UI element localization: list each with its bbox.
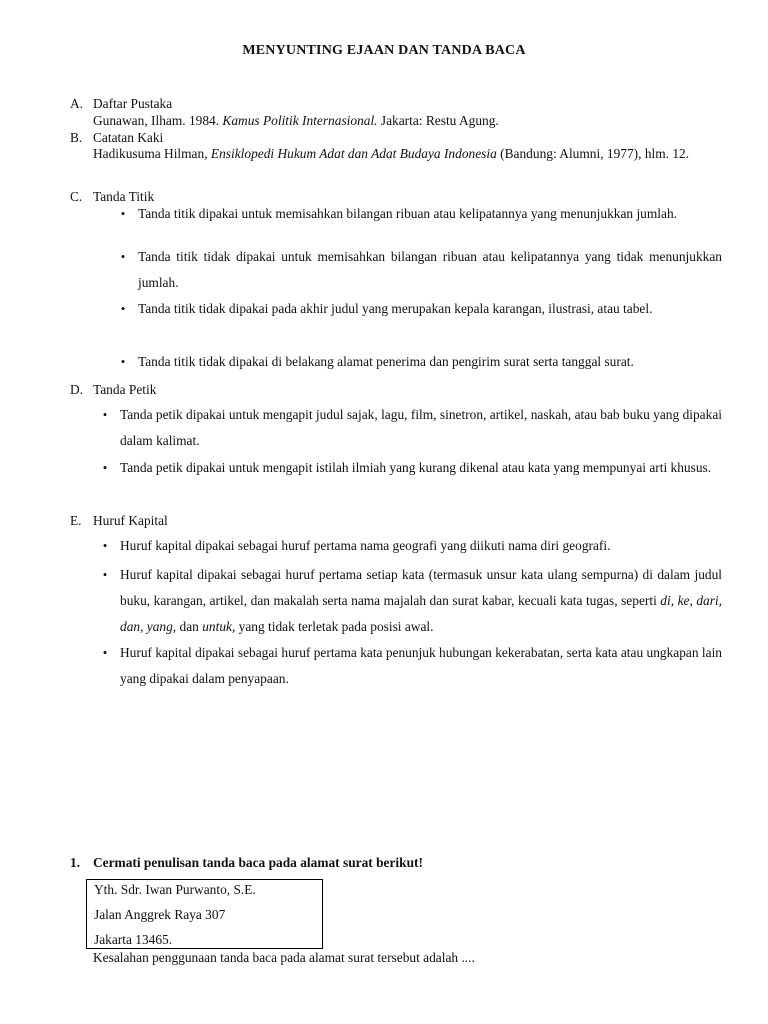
section-a-reference [93,112,722,129]
address-line: Yth. Sdr. Iwan Purwanto, S.E. [94,882,256,897]
list-item-text: Tanda petik dipakai untuk mengapit judul sajak, lagu, film, sinetron, artikel, naskah, atau bab buku yang dipakai dalam kalimat. [120,407,722,448]
section-c-letter: C. [70,189,83,204]
section-e-heading: Huruf Kapital [93,513,168,528]
bullet-icon: • [120,249,126,264]
list-item-text: Tanda titik tidak dipakai pada akhir judul yang merupakan kepala karangan, ilustrasi, atau tabel. [138,301,653,316]
list-item-text: Tanda titik tidak dipakai di belakang alamat penerima dan pengirim surat serta tanggal surat. [138,354,634,369]
list-item-text: Huruf kapital dipakai sebagai huruf pertama setiap kata (termasuk unsur kata ulang sempurna) di dalam judul buku, karangan, artikel, dan makalah serta nama majalah dan surat kabar, kecuali kata tugas, seperti [120,567,722,608]
example-word-italic: untuk [202,619,232,634]
example-words-italic: di, ke, dari, dan, yang, [120,593,722,634]
address-line: Jalan Anggrek Raya 307 [94,907,226,922]
list-item [102,562,722,640]
section-d-letter: D. [70,382,84,397]
bullet-icon: • [102,407,108,422]
section-d-heading: Tanda Petik [93,382,157,397]
reference-text: Gunawan, Ilham. 1984. [93,113,223,128]
footnote-text: (Bandung: Alumni, 1977), hlm. 12. [496,146,690,161]
list-item [120,349,722,375]
section-e-letter: E. [70,513,82,528]
question-1 [70,854,722,872]
section-a [70,95,722,128]
question-prompt: Kesalahan penggunaan tanda baca pada alamat surat tersebut adalah .... [93,950,475,965]
list-item-text: , yang tidak terletak pada posisi awal. [231,619,434,634]
list-item [102,402,722,454]
list-item [120,296,722,322]
bullet-icon: • [120,354,126,369]
footnote-text: Hadikusuma Hilman, [93,146,211,161]
reference-text: Jakarta: Restu Agung. [377,113,499,128]
bullet-icon: • [102,645,108,660]
list-item [102,640,722,692]
bullet-icon: • [102,460,108,475]
page-title: MENYUNTING EJAAN DAN TANDA BACA [242,43,526,58]
list-item-text: dan [176,619,203,634]
list-item-text: Tanda titik tidak dipakai untuk memisahkan bilangan ribuan atau kelipatannya yang tidak menunjukkan jumlah. [138,249,722,290]
address-box [86,879,323,949]
bullet-icon: • [120,301,126,316]
bullet-icon: • [102,567,108,582]
list-item [120,244,722,296]
reference-title-italic: Kamus Politik Internasional. [222,113,378,128]
bullet-icon: • [120,206,126,221]
list-item [102,455,722,481]
footnote-title-italic: Ensiklopedi Hukum Adat dan Adat Budaya Indonesia [210,146,497,161]
question-number: 1. [70,855,81,870]
address-line: Jakarta 13465. [94,932,173,947]
list-item [120,201,722,227]
section-b-heading: Catatan Kaki [93,130,164,145]
section-a-letter: A. [70,96,84,111]
list-item-text: Tanda titik dipakai untuk memisahkan bilangan ribuan atau kelipatannya yang menunjukkan jumlah. [138,206,678,221]
bullet-icon: • [102,538,108,553]
list-item [102,533,722,559]
section-b-footnote [93,141,722,167]
section-c-heading: Tanda Titik [93,189,155,204]
section-b-letter: B. [70,130,83,145]
section-e [70,512,722,529]
section-d [70,381,722,398]
list-item-text: Huruf kapital dipakai sebagai huruf pertama kata penunjuk hubungan kekerabatan, serta kata atau ungkapan lain yang dipakai dalam penyapaan. [120,645,722,686]
list-item-text: Tanda petik dipakai untuk mengapit istilah ilmiah yang kurang dikenal atau kata yang mempunyai arti khusus. [120,460,712,475]
list-item-text: Huruf kapital dipakai sebagai huruf pertama nama geografi yang diikuti nama diri geografi. [120,538,611,553]
section-a-heading: Daftar Pustaka [93,96,173,111]
question-text: Cermati penulisan tanda baca pada alamat surat berikut! [93,855,423,870]
